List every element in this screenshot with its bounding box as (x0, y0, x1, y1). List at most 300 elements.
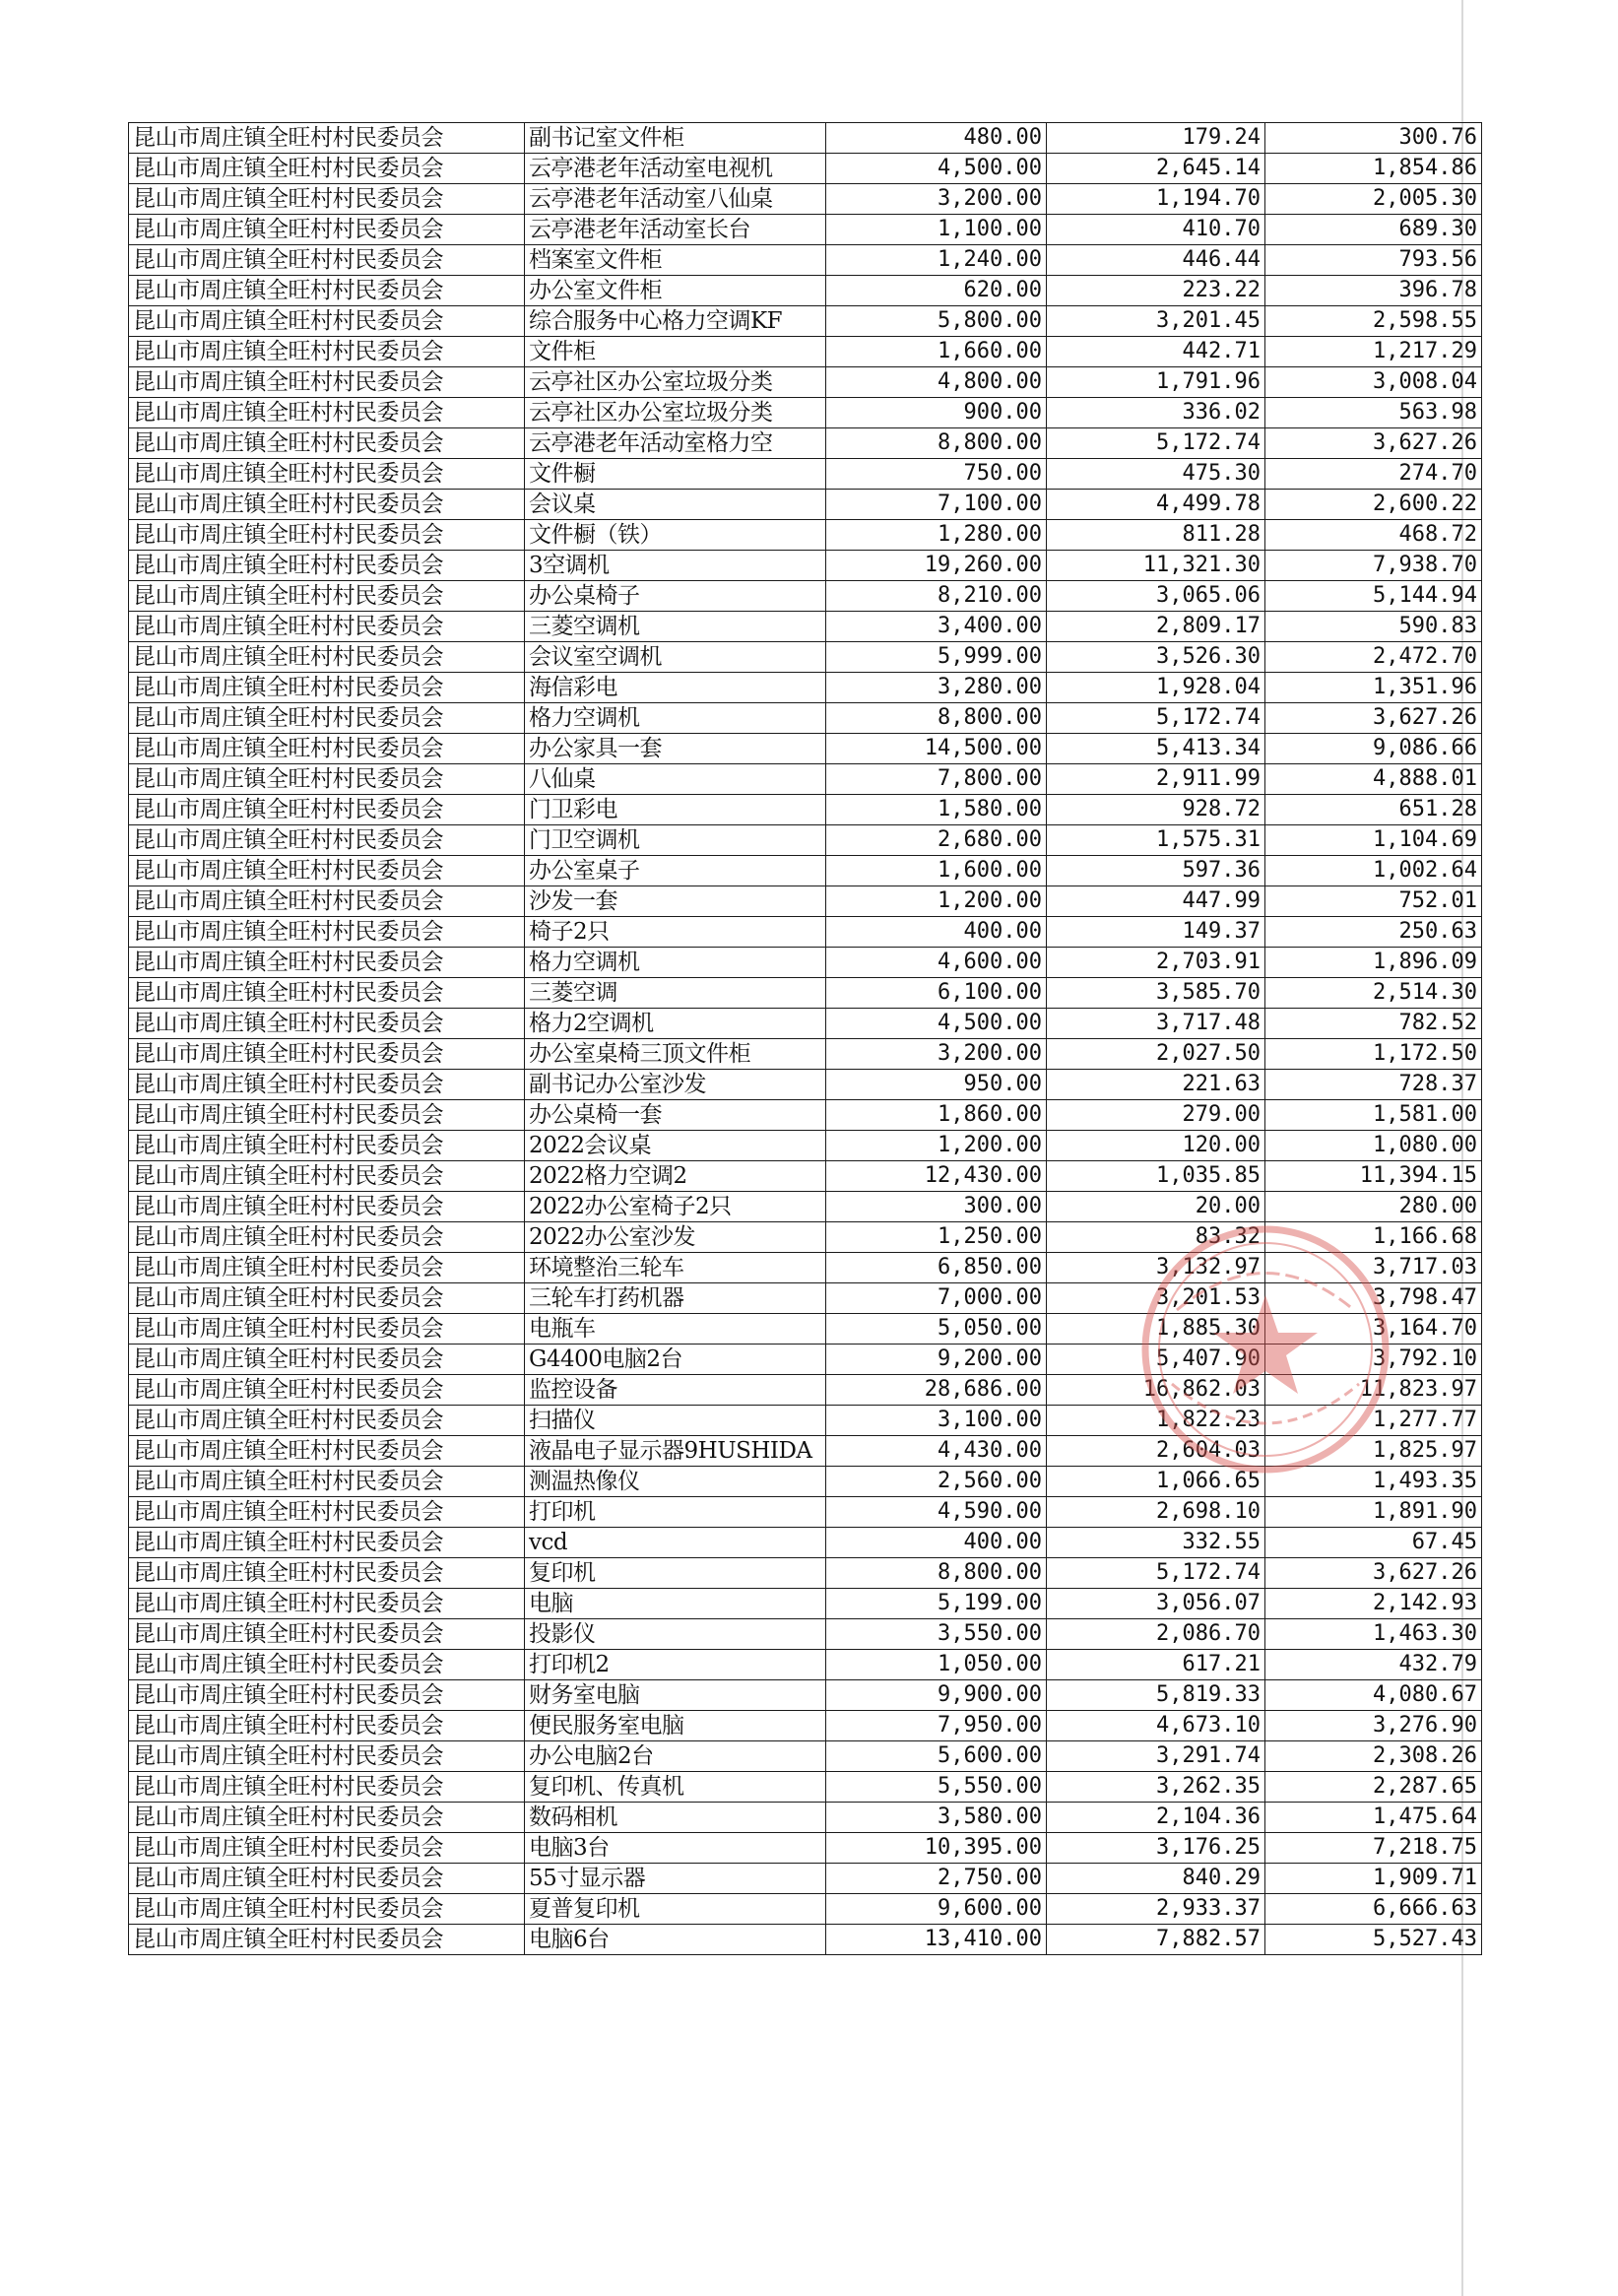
net-value-cell: 4,888.01 (1265, 764, 1482, 795)
table-row (129, 1222, 1482, 1253)
depreciation-cell: 410.70 (1047, 215, 1265, 245)
net-value-cell: 3,008.04 (1265, 367, 1482, 398)
table-row (129, 154, 1482, 184)
org-cell: 昆山市周庄镇全旺村村民委员会 (129, 490, 525, 520)
original-value-cell: 4,500.00 (826, 154, 1047, 184)
org-cell: 昆山市周庄镇全旺村村民委员会 (129, 1345, 525, 1375)
original-value-cell: 1,240.00 (826, 245, 1047, 276)
net-value-cell: 11,823.97 (1265, 1375, 1482, 1406)
org-cell: 昆山市周庄镇全旺村村民委员会 (129, 1558, 525, 1589)
item-name-cell: 便民服务室电脑 (525, 1711, 826, 1741)
depreciation-cell: 2,809.17 (1047, 612, 1265, 642)
depreciation-cell: 4,499.78 (1047, 490, 1265, 520)
depreciation-cell: 5,172.74 (1047, 428, 1265, 459)
item-name-cell: 夏普复印机 (525, 1894, 826, 1925)
depreciation-cell: 2,703.91 (1047, 948, 1265, 978)
item-name-cell: 椅子2只 (525, 917, 826, 948)
item-name-cell: 扫描仪 (525, 1406, 826, 1436)
depreciation-cell: 83.32 (1047, 1222, 1265, 1253)
org-cell: 昆山市周庄镇全旺村村民委员会 (129, 215, 525, 245)
table-row (129, 1741, 1482, 1772)
original-value-cell: 13,410.00 (826, 1925, 1047, 1955)
depreciation-cell: 2,645.14 (1047, 154, 1265, 184)
item-name-cell: 三菱空调机 (525, 612, 826, 642)
item-name-cell: 办公室桌子 (525, 856, 826, 886)
org-cell: 昆山市周庄镇全旺村村民委员会 (129, 398, 525, 428)
original-value-cell: 8,800.00 (826, 703, 1047, 734)
org-cell: 昆山市周庄镇全旺村村民委员会 (129, 642, 525, 673)
table-row (129, 1497, 1482, 1528)
net-value-cell: 6,666.63 (1265, 1894, 1482, 1925)
item-name-cell: 2022办公室椅子2只 (525, 1192, 826, 1222)
table-row (129, 978, 1482, 1009)
depreciation-cell: 336.02 (1047, 398, 1265, 428)
original-value-cell: 14,500.00 (826, 734, 1047, 764)
original-value-cell: 3,580.00 (826, 1803, 1047, 1833)
item-name-cell: 电瓶车 (525, 1314, 826, 1345)
depreciation-cell: 3,201.53 (1047, 1283, 1265, 1314)
net-value-cell: 7,218.75 (1265, 1833, 1482, 1864)
net-value-cell: 782.52 (1265, 1009, 1482, 1039)
original-value-cell: 8,800.00 (826, 1558, 1047, 1589)
org-cell: 昆山市周庄镇全旺村村民委员会 (129, 734, 525, 764)
item-name-cell: 办公室文件柜 (525, 276, 826, 306)
net-value-cell: 1,825.97 (1265, 1436, 1482, 1467)
original-value-cell: 4,600.00 (826, 948, 1047, 978)
org-cell: 昆山市周庄镇全旺村村民委员会 (129, 1070, 525, 1100)
depreciation-cell: 1,194.70 (1047, 184, 1265, 215)
net-value-cell: 3,164.70 (1265, 1314, 1482, 1345)
depreciation-cell: 7,882.57 (1047, 1925, 1265, 1955)
depreciation-cell: 279.00 (1047, 1100, 1265, 1131)
table-row (129, 428, 1482, 459)
table-row (129, 459, 1482, 490)
depreciation-cell: 811.28 (1047, 520, 1265, 551)
table-row (129, 917, 1482, 948)
original-value-cell: 3,200.00 (826, 184, 1047, 215)
net-value-cell: 3,627.26 (1265, 1558, 1482, 1589)
depreciation-cell: 2,086.70 (1047, 1619, 1265, 1650)
table-row (129, 1070, 1482, 1100)
original-value-cell: 7,800.00 (826, 764, 1047, 795)
net-value-cell: 1,217.29 (1265, 337, 1482, 367)
org-cell: 昆山市周庄镇全旺村村民委员会 (129, 428, 525, 459)
depreciation-cell: 3,526.30 (1047, 642, 1265, 673)
item-name-cell: 办公家具一套 (525, 734, 826, 764)
net-value-cell: 2,600.22 (1265, 490, 1482, 520)
net-value-cell: 2,598.55 (1265, 306, 1482, 337)
table-row (129, 1833, 1482, 1864)
item-name-cell: 文件橱 (525, 459, 826, 490)
org-cell: 昆山市周庄镇全旺村村民委员会 (129, 1650, 525, 1680)
original-value-cell: 1,600.00 (826, 856, 1047, 886)
item-name-cell: 电脑 (525, 1589, 826, 1619)
table-row (129, 581, 1482, 612)
depreciation-cell: 5,172.74 (1047, 1558, 1265, 1589)
item-name-cell: 格力2空调机 (525, 1009, 826, 1039)
org-cell: 昆山市周庄镇全旺村村民委员会 (129, 551, 525, 581)
depreciation-cell: 332.55 (1047, 1528, 1265, 1558)
net-value-cell: 728.37 (1265, 1070, 1482, 1100)
item-name-cell: 海信彩电 (525, 673, 826, 703)
table-row (129, 1619, 1482, 1650)
original-value-cell: 5,999.00 (826, 642, 1047, 673)
org-cell: 昆山市周庄镇全旺村村民委员会 (129, 1467, 525, 1497)
original-value-cell: 400.00 (826, 1528, 1047, 1558)
table-row (129, 703, 1482, 734)
net-value-cell: 274.70 (1265, 459, 1482, 490)
table-row (129, 1864, 1482, 1894)
table-row (129, 1894, 1482, 1925)
item-name-cell: 财务室电脑 (525, 1680, 826, 1711)
depreciation-cell: 2,911.99 (1047, 764, 1265, 795)
depreciation-cell: 442.71 (1047, 337, 1265, 367)
net-value-cell: 3,792.10 (1265, 1345, 1482, 1375)
original-value-cell: 3,400.00 (826, 612, 1047, 642)
original-value-cell: 4,430.00 (826, 1436, 1047, 1467)
original-value-cell: 6,100.00 (826, 978, 1047, 1009)
original-value-cell: 950.00 (826, 1070, 1047, 1100)
table-row (129, 1161, 1482, 1192)
item-name-cell: 三菱空调 (525, 978, 826, 1009)
original-value-cell: 8,210.00 (826, 581, 1047, 612)
original-value-cell: 5,050.00 (826, 1314, 1047, 1345)
net-value-cell: 7,938.70 (1265, 551, 1482, 581)
original-value-cell: 2,750.00 (826, 1864, 1047, 1894)
table-row (129, 306, 1482, 337)
org-cell: 昆山市周庄镇全旺村村民委员会 (129, 1741, 525, 1772)
table-row (129, 734, 1482, 764)
original-value-cell: 900.00 (826, 398, 1047, 428)
original-value-cell: 300.00 (826, 1192, 1047, 1222)
depreciation-cell: 2,027.50 (1047, 1039, 1265, 1070)
depreciation-cell: 3,262.35 (1047, 1772, 1265, 1803)
org-cell: 昆山市周庄镇全旺村村民委员会 (129, 1528, 525, 1558)
org-cell: 昆山市周庄镇全旺村村民委员会 (129, 1589, 525, 1619)
table-row (129, 948, 1482, 978)
org-cell: 昆山市周庄镇全旺村村民委员会 (129, 1222, 525, 1253)
net-value-cell: 2,142.93 (1265, 1589, 1482, 1619)
original-value-cell: 1,280.00 (826, 520, 1047, 551)
item-name-cell: 55寸显示器 (525, 1864, 826, 1894)
table-row (129, 795, 1482, 825)
org-cell: 昆山市周庄镇全旺村村民委员会 (129, 1100, 525, 1131)
original-value-cell: 7,950.00 (826, 1711, 1047, 1741)
net-value-cell: 300.76 (1265, 123, 1482, 154)
net-value-cell: 1,891.90 (1265, 1497, 1482, 1528)
org-cell: 昆山市周庄镇全旺村村民委员会 (129, 1375, 525, 1406)
depreciation-cell: 4,673.10 (1047, 1711, 1265, 1741)
original-value-cell: 8,800.00 (826, 428, 1047, 459)
org-cell: 昆山市周庄镇全旺村村民委员会 (129, 673, 525, 703)
net-value-cell: 468.72 (1265, 520, 1482, 551)
item-name-cell: 三轮车打药机器 (525, 1283, 826, 1314)
item-name-cell: vcd (525, 1528, 826, 1558)
net-value-cell: 1,166.68 (1265, 1222, 1482, 1253)
table-row (129, 764, 1482, 795)
org-cell: 昆山市周庄镇全旺村村民委员会 (129, 337, 525, 367)
net-value-cell: 4,080.67 (1265, 1680, 1482, 1711)
depreciation-cell: 1,575.31 (1047, 825, 1265, 856)
org-cell: 昆山市周庄镇全旺村村民委员会 (129, 1497, 525, 1528)
depreciation-cell: 1,885.30 (1047, 1314, 1265, 1345)
original-value-cell: 7,000.00 (826, 1283, 1047, 1314)
depreciation-cell: 221.63 (1047, 1070, 1265, 1100)
item-name-cell: 副书记办公室沙发 (525, 1070, 826, 1100)
net-value-cell: 1,104.69 (1265, 825, 1482, 856)
org-cell: 昆山市周庄镇全旺村村民委员会 (129, 123, 525, 154)
original-value-cell: 9,200.00 (826, 1345, 1047, 1375)
table-row (129, 1436, 1482, 1467)
net-value-cell: 2,005.30 (1265, 184, 1482, 215)
original-value-cell: 4,800.00 (826, 367, 1047, 398)
org-cell: 昆山市周庄镇全旺村村民委员会 (129, 612, 525, 642)
original-value-cell: 9,600.00 (826, 1894, 1047, 1925)
depreciation-cell: 3,056.07 (1047, 1589, 1265, 1619)
net-value-cell: 5,527.43 (1265, 1925, 1482, 1955)
original-value-cell: 5,550.00 (826, 1772, 1047, 1803)
net-value-cell: 11,394.15 (1265, 1161, 1482, 1192)
net-value-cell: 2,472.70 (1265, 642, 1482, 673)
org-cell: 昆山市周庄镇全旺村村民委员会 (129, 367, 525, 398)
org-cell: 昆山市周庄镇全旺村村民委员会 (129, 581, 525, 612)
org-cell: 昆山市周庄镇全旺村村民委员会 (129, 245, 525, 276)
table-row (129, 184, 1482, 215)
org-cell: 昆山市周庄镇全旺村村民委员会 (129, 856, 525, 886)
org-cell: 昆山市周庄镇全旺村村民委员会 (129, 1772, 525, 1803)
depreciation-cell: 149.37 (1047, 917, 1265, 948)
item-name-cell: 复印机、传真机 (525, 1772, 826, 1803)
org-cell: 昆山市周庄镇全旺村村民委员会 (129, 886, 525, 917)
table-row (129, 1406, 1482, 1436)
net-value-cell: 1,080.00 (1265, 1131, 1482, 1161)
original-value-cell: 1,250.00 (826, 1222, 1047, 1253)
table-row (129, 642, 1482, 673)
org-cell: 昆山市周庄镇全旺村村民委员会 (129, 459, 525, 490)
net-value-cell: 9,086.66 (1265, 734, 1482, 764)
depreciation-cell: 223.22 (1047, 276, 1265, 306)
original-value-cell: 19,260.00 (826, 551, 1047, 581)
table-row (129, 398, 1482, 428)
depreciation-cell: 5,407.90 (1047, 1345, 1265, 1375)
depreciation-cell: 447.99 (1047, 886, 1265, 917)
asset-table-body (129, 123, 1482, 1955)
org-cell: 昆山市周庄镇全旺村村民委员会 (129, 1680, 525, 1711)
depreciation-cell: 1,822.23 (1047, 1406, 1265, 1436)
table-row (129, 520, 1482, 551)
item-name-cell: 文件柜 (525, 337, 826, 367)
original-value-cell: 2,560.00 (826, 1467, 1047, 1497)
asset-table (128, 122, 1482, 1955)
item-name-cell: 云亭社区办公室垃圾分类 (525, 367, 826, 398)
table-row (129, 1345, 1482, 1375)
depreciation-cell: 20.00 (1047, 1192, 1265, 1222)
item-name-cell: 格力空调机 (525, 948, 826, 978)
org-cell: 昆山市周庄镇全旺村村民委员会 (129, 276, 525, 306)
net-value-cell: 1,581.00 (1265, 1100, 1482, 1131)
net-value-cell: 1,351.96 (1265, 673, 1482, 703)
net-value-cell: 590.83 (1265, 612, 1482, 642)
table-row (129, 1039, 1482, 1070)
depreciation-cell: 2,104.36 (1047, 1803, 1265, 1833)
org-cell: 昆山市周庄镇全旺村村民委员会 (129, 306, 525, 337)
org-cell: 昆山市周庄镇全旺村村民委员会 (129, 1406, 525, 1436)
original-value-cell: 2,680.00 (826, 825, 1047, 856)
original-value-cell: 28,686.00 (826, 1375, 1047, 1406)
table-row (129, 1772, 1482, 1803)
item-name-cell: 2022会议桌 (525, 1131, 826, 1161)
table-row (129, 245, 1482, 276)
depreciation-cell: 5,172.74 (1047, 703, 1265, 734)
original-value-cell: 1,580.00 (826, 795, 1047, 825)
table-row (129, 276, 1482, 306)
net-value-cell: 3,798.47 (1265, 1283, 1482, 1314)
original-value-cell: 4,590.00 (826, 1497, 1047, 1528)
depreciation-cell: 3,201.45 (1047, 306, 1265, 337)
original-value-cell: 1,200.00 (826, 886, 1047, 917)
org-cell: 昆山市周庄镇全旺村村民委员会 (129, 764, 525, 795)
original-value-cell: 5,800.00 (826, 306, 1047, 337)
original-value-cell: 7,100.00 (826, 490, 1047, 520)
original-value-cell: 750.00 (826, 459, 1047, 490)
depreciation-cell: 120.00 (1047, 1131, 1265, 1161)
depreciation-cell: 446.44 (1047, 245, 1265, 276)
net-value-cell: 651.28 (1265, 795, 1482, 825)
table-row (129, 1528, 1482, 1558)
item-name-cell: 电脑6台 (525, 1925, 826, 1955)
item-name-cell: 会议室空调机 (525, 642, 826, 673)
item-name-cell: 综合服务中心格力空调KF (525, 306, 826, 337)
item-name-cell: 办公电脑2台 (525, 1741, 826, 1772)
item-name-cell: 3空调机 (525, 551, 826, 581)
net-value-cell: 1,854.86 (1265, 154, 1482, 184)
item-name-cell: 云亭港老年活动室长台 (525, 215, 826, 245)
org-cell: 昆山市周庄镇全旺村村民委员会 (129, 1039, 525, 1070)
org-cell: 昆山市周庄镇全旺村村民委员会 (129, 978, 525, 1009)
net-value-cell: 1,896.09 (1265, 948, 1482, 978)
depreciation-cell: 2,933.37 (1047, 1894, 1265, 1925)
depreciation-cell: 3,585.70 (1047, 978, 1265, 1009)
depreciation-cell: 1,035.85 (1047, 1161, 1265, 1192)
table-row (129, 490, 1482, 520)
item-name-cell: 副书记室文件柜 (525, 123, 826, 154)
net-value-cell: 1,463.30 (1265, 1619, 1482, 1650)
item-name-cell: 门卫空调机 (525, 825, 826, 856)
item-name-cell: 沙发一套 (525, 886, 826, 917)
item-name-cell: G4400电脑2台 (525, 1345, 826, 1375)
net-value-cell: 752.01 (1265, 886, 1482, 917)
net-value-cell: 2,308.26 (1265, 1741, 1482, 1772)
item-name-cell: 云亭港老年活动室格力空 (525, 428, 826, 459)
table-row (129, 1192, 1482, 1222)
org-cell: 昆山市周庄镇全旺村村民委员会 (129, 1925, 525, 1955)
depreciation-cell: 840.29 (1047, 1864, 1265, 1894)
depreciation-cell: 1,791.96 (1047, 367, 1265, 398)
depreciation-cell: 3,717.48 (1047, 1009, 1265, 1039)
org-cell: 昆山市周庄镇全旺村村民委员会 (129, 1192, 525, 1222)
depreciation-cell: 3,176.25 (1047, 1833, 1265, 1864)
item-name-cell: 办公桌椅子 (525, 581, 826, 612)
table-row (129, 1680, 1482, 1711)
table-row (129, 1467, 1482, 1497)
table-row (129, 215, 1482, 245)
depreciation-cell: 3,065.06 (1047, 581, 1265, 612)
original-value-cell: 3,100.00 (826, 1406, 1047, 1436)
item-name-cell: 格力空调机 (525, 703, 826, 734)
item-name-cell: 电脑3台 (525, 1833, 826, 1864)
org-cell: 昆山市周庄镇全旺村村民委员会 (129, 825, 525, 856)
net-value-cell: 3,276.90 (1265, 1711, 1482, 1741)
table-row (129, 1253, 1482, 1283)
table-row (129, 1711, 1482, 1741)
original-value-cell: 1,860.00 (826, 1100, 1047, 1131)
depreciation-cell: 1,928.04 (1047, 673, 1265, 703)
item-name-cell: 打印机2 (525, 1650, 826, 1680)
table-row (129, 1131, 1482, 1161)
net-value-cell: 1,909.71 (1265, 1864, 1482, 1894)
table-row (129, 673, 1482, 703)
depreciation-cell: 475.30 (1047, 459, 1265, 490)
item-name-cell: 办公室桌椅三顶文件柜 (525, 1039, 826, 1070)
org-cell: 昆山市周庄镇全旺村村民委员会 (129, 1314, 525, 1345)
item-name-cell: 2022格力空调2 (525, 1161, 826, 1192)
original-value-cell: 9,900.00 (826, 1680, 1047, 1711)
original-value-cell: 10,395.00 (826, 1833, 1047, 1864)
net-value-cell: 3,627.26 (1265, 703, 1482, 734)
item-name-cell: 数码相机 (525, 1803, 826, 1833)
depreciation-cell: 928.72 (1047, 795, 1265, 825)
depreciation-cell: 1,066.65 (1047, 1467, 1265, 1497)
table-row (129, 551, 1482, 581)
net-value-cell: 3,627.26 (1265, 428, 1482, 459)
table-row (129, 1314, 1482, 1345)
net-value-cell: 1,493.35 (1265, 1467, 1482, 1497)
item-name-cell: 档案室文件柜 (525, 245, 826, 276)
item-name-cell: 环境整治三轮车 (525, 1253, 826, 1283)
table-row (129, 856, 1482, 886)
table-row (129, 1925, 1482, 1955)
org-cell: 昆山市周庄镇全旺村村民委员会 (129, 154, 525, 184)
item-name-cell: 文件橱（铁） (525, 520, 826, 551)
net-value-cell: 563.98 (1265, 398, 1482, 428)
org-cell: 昆山市周庄镇全旺村村民委员会 (129, 1833, 525, 1864)
net-value-cell: 2,514.30 (1265, 978, 1482, 1009)
item-name-cell: 云亭社区办公室垃圾分类 (525, 398, 826, 428)
depreciation-cell: 179.24 (1047, 123, 1265, 154)
original-value-cell: 5,199.00 (826, 1589, 1047, 1619)
depreciation-cell: 2,604.03 (1047, 1436, 1265, 1467)
original-value-cell: 3,200.00 (826, 1039, 1047, 1070)
item-name-cell: 2022办公室沙发 (525, 1222, 826, 1253)
table-row (129, 1375, 1482, 1406)
original-value-cell: 12,430.00 (826, 1161, 1047, 1192)
net-value-cell: 1,002.64 (1265, 856, 1482, 886)
org-cell: 昆山市周庄镇全旺村村民委员会 (129, 1253, 525, 1283)
depreciation-cell: 5,413.34 (1047, 734, 1265, 764)
item-name-cell: 复印机 (525, 1558, 826, 1589)
depreciation-cell: 11,321.30 (1047, 551, 1265, 581)
net-value-cell: 3,717.03 (1265, 1253, 1482, 1283)
item-name-cell: 云亭港老年活动室电视机 (525, 154, 826, 184)
table-row (129, 1009, 1482, 1039)
org-cell: 昆山市周庄镇全旺村村民委员会 (129, 795, 525, 825)
org-cell: 昆山市周庄镇全旺村村民委员会 (129, 1283, 525, 1314)
net-value-cell: 689.30 (1265, 215, 1482, 245)
table-row (129, 1558, 1482, 1589)
table-row (129, 367, 1482, 398)
original-value-cell: 1,100.00 (826, 215, 1047, 245)
net-value-cell: 2,287.65 (1265, 1772, 1482, 1803)
